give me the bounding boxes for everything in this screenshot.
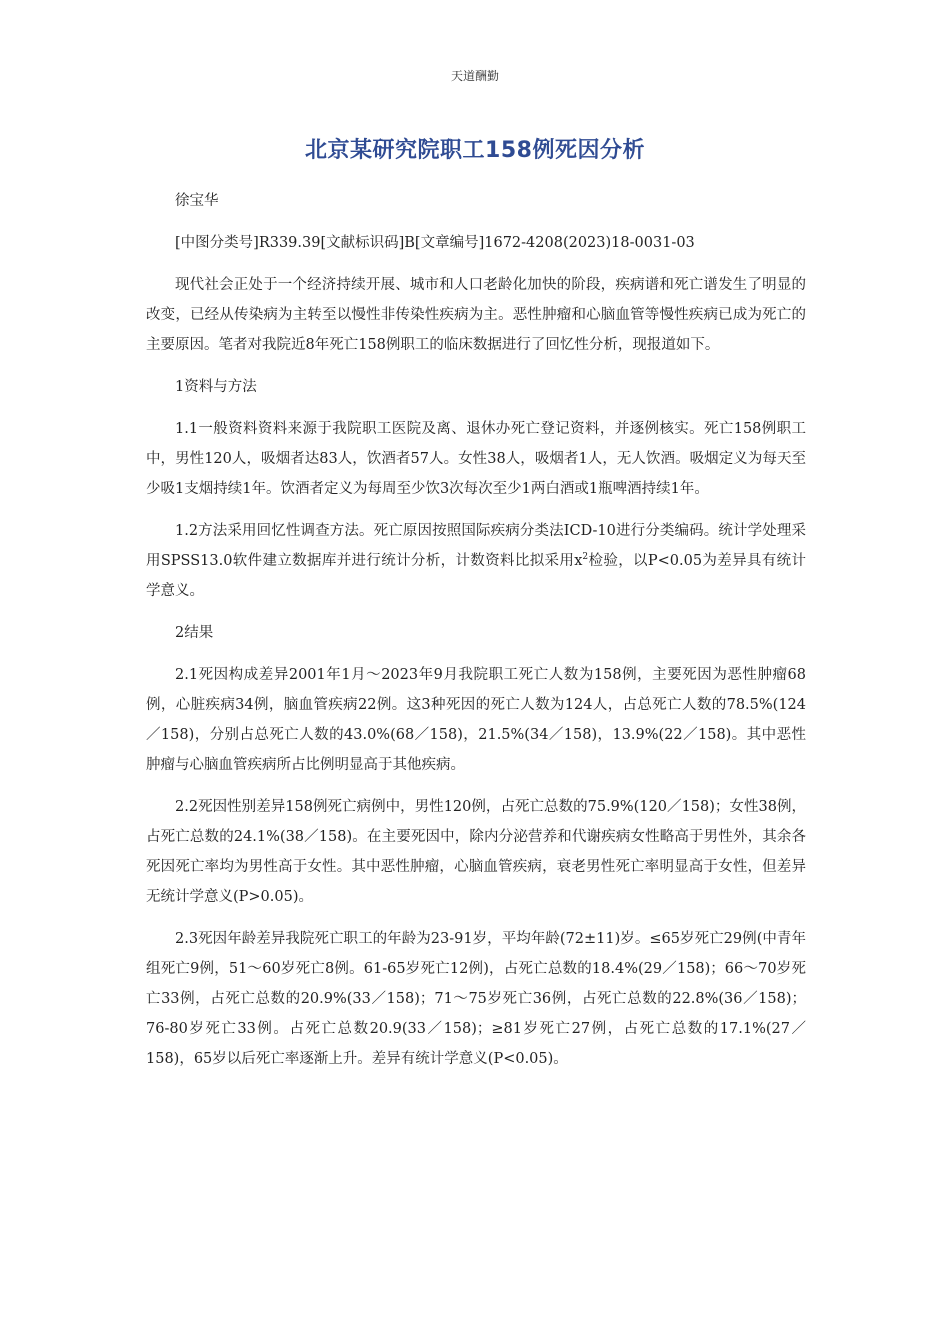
section-heading-2: 2结果: [175, 625, 214, 641]
author: 徐宝华: [175, 193, 219, 209]
paragraph-1-2-text-b: 检验，以P<0.05为差异具有统计学意义。: [146, 553, 806, 599]
classification-line: [中图分类号]R339.39[文献标识码]B[文章编号]1672-4208(2023)18-0031-03: [175, 235, 695, 251]
paragraph-2-1: 2.1死因构成差异2001年1月～2023年9月我院职工死亡人数为158例，主要死因为恶性肿瘤68例，心脏疾病34例，脑血管疾病22例。这3种死因的死亡人数为124人，占总死亡人数的78.5%(124／158)，分别占总死亡人数的43.0%(68／158)，21.5%(34／158)，13.9%(22／158)。其中恶性肿瘤与心脑血管疾病所占比例明显高于其他疾病。: [146, 667, 806, 773]
paragraph-1-2: [146, 516, 806, 606]
superscript-2: 2: [582, 552, 589, 563]
paragraph-1-1: 1.1一般资料资料来源于我院职工医院及离、退休办死亡登记资料，并逐例核实。死亡158例职工中，男性120人，吸烟者达83人，饮酒者57人。女性38人，吸烟者1人，无人饮酒。吸烟定义为每天至少吸1支烟持续1年。饮酒者定义为每周至少饮3次每次至少1两白酒或1瓶啤酒持续1年。: [146, 421, 806, 497]
article-title: 北京某研究院职工158例死因分析: [305, 138, 645, 163]
paragraph-1-2-text-a: 1.2方法采用回忆性调查方法。死亡原因按照国际疾病分类法ICD-10进行分类编码。统计学处理采用SPSS13.0软件建立数据库并进行统计分析，计数资料比拟采用x: [146, 523, 806, 569]
header-note: 天道酬勤: [450, 69, 499, 83]
intro-paragraph: 现代社会正处于一个经济持续开展、城市和人口老龄化加快的阶段，疾病谱和死亡谱发生了明显的改变，已经从传染病为主转至以慢性非传染性疾病为主。恶性肿瘤和心脑血管等慢性疾病已成为死亡的主要原因。笔者对我院近8年死亡158例职工的临床数据进行了回忆性分析，现报道如下。: [146, 277, 806, 353]
article-body: [146, 186, 806, 1086]
section-heading-1: 1资料与方法: [175, 379, 257, 395]
paragraph-2-3: 2.3死因年龄差异我院死亡职工的年龄为23-91岁，平均年龄(72±11)岁。≤65岁死亡29例(中青年组死亡9例，51～60岁死亡8例。61-65岁死亡12例)，占死亡总数的18.4%(29／158)；66～70岁死亡33例，占死亡总数的20.9%(33／158)；71～75岁死亡36例，占死亡总数的22.8%(36／158)；76-80岁死亡33例。占死亡总数20.9(33／158)；≥81岁死亡27例，占死亡总数的17.1%(27／158)，65岁以后死亡率逐渐上升。差异有统计学意义(P<0.05)。: [146, 931, 806, 1067]
paragraph-2-2: 2.2死因性别差异158例死亡病例中，男性120例，占死亡总数的75.9%(120／158)；女性38例，占死亡总数的24.1%(38／158)。在主要死因中，除内分泌营养和代谢疾病女性略高于男性外，其余各死因死亡率均为男性高于女性。其中恶性肿瘤，心脑血管疾病，衰老男性死亡率明显高于女性，但差异无统计学意义(P>0.05)。: [146, 799, 806, 905]
